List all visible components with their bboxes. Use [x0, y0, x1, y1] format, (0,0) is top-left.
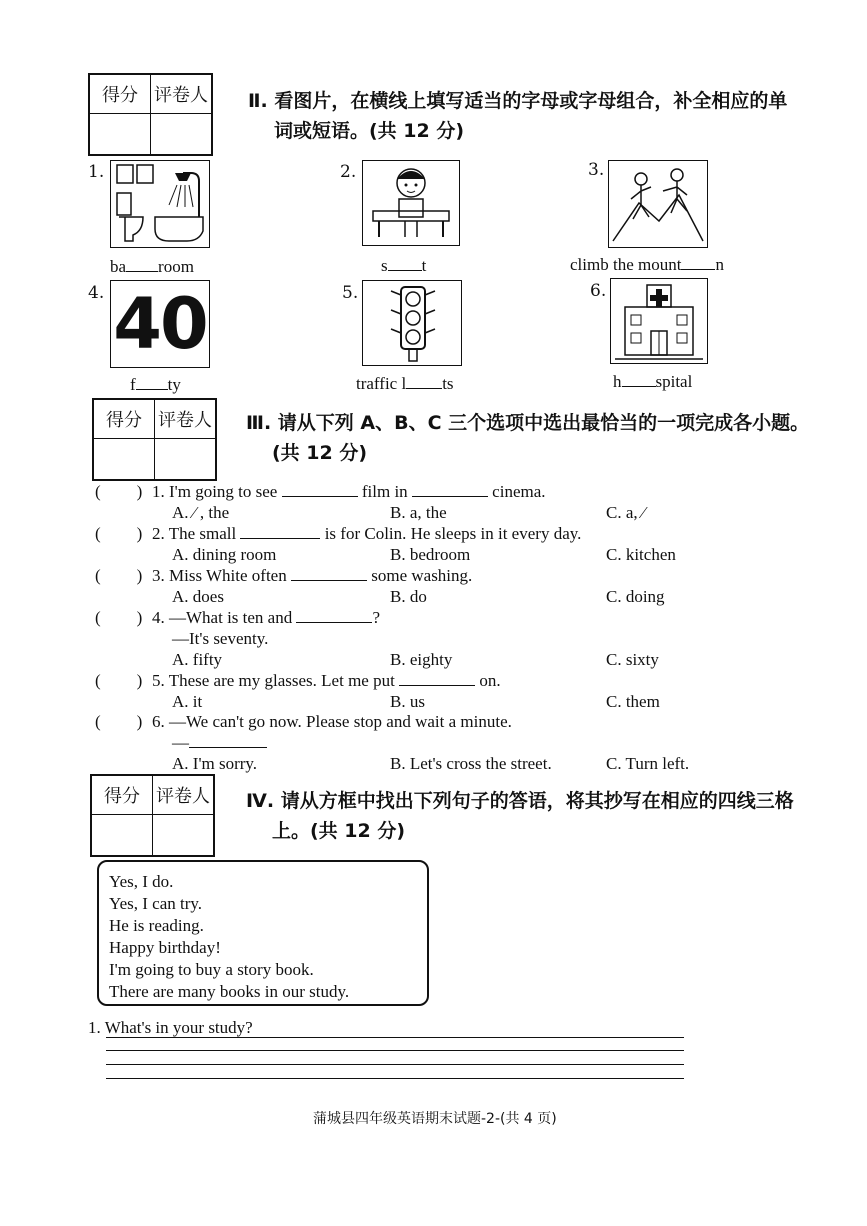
score-box-section2 [88, 73, 213, 156]
grader-label: 评卷人 [155, 399, 217, 439]
question-5-stem: 5. These are my glasses. Let me put on. [152, 671, 501, 690]
forty-picture [110, 280, 210, 368]
section3-title-line1: Ⅲ. 请从下列 A、B、C 三个选项中选出最恰当的一项完成各小题。 [246, 412, 810, 434]
option-b: B. do [390, 587, 427, 606]
fill-blank[interactable] [406, 388, 442, 389]
section4-title [246, 786, 794, 846]
question-4-reply: —It's seventy. [172, 629, 269, 648]
section4-title-line1: Ⅳ. 请从方框中找出下列句子的答语，将其抄写在相应的四线三格 [246, 790, 794, 812]
fill-blank[interactable] [136, 389, 168, 390]
score-cell [91, 815, 153, 857]
score-label: 得分 [91, 775, 153, 815]
fill-blank[interactable] [622, 386, 656, 387]
writing-line [106, 1037, 684, 1038]
answer-paren[interactable]: ( ) [95, 712, 143, 731]
option-b: B. us [390, 692, 425, 711]
item-number: 3. [588, 160, 605, 180]
word-blank-4: f ty [130, 375, 181, 394]
answer-paren[interactable]: ( ) [95, 608, 143, 627]
bathroom-picture [110, 160, 210, 248]
option-a: A. ⁄ , the [172, 503, 230, 522]
answer-choices-box [97, 860, 429, 1006]
question-6-reply: — [172, 733, 267, 753]
choice-line: He is reading. [109, 916, 204, 935]
word-blank-1: ba room [110, 257, 194, 276]
option-c: C. a, ⁄ [606, 503, 645, 522]
writing-line [106, 1064, 684, 1065]
climbers-icon [609, 161, 707, 247]
hospital-picture [610, 278, 708, 364]
choice-line: Yes, I do. [109, 872, 174, 891]
hospital-icon [611, 279, 707, 363]
girl-on-seat-icon [363, 161, 459, 245]
score-box-section3 [92, 398, 217, 481]
score-label: 得分 [89, 74, 151, 114]
grader-cell [151, 114, 213, 156]
word-blank-2: s t [381, 256, 427, 275]
option-a: A. it [172, 692, 203, 711]
seat-picture [362, 160, 460, 246]
option-a: A. fifty [172, 650, 223, 669]
item-number: 2. [340, 162, 357, 182]
option-b: B. a, the [390, 503, 447, 522]
item-number: 5. [342, 283, 359, 303]
traffic-lights-picture [362, 280, 462, 366]
section3-title [246, 408, 809, 468]
option-c: C. Turn left. [606, 754, 690, 773]
question-6-stem: 6. —We can't go now. Please stop and wait a minute. [152, 712, 512, 731]
choice-line: I'm going to buy a story book. [109, 960, 314, 979]
grader-label: 评卷人 [151, 74, 213, 114]
page-footer: 蒲城县四年级英语期末试题-2-(共 4 页) [313, 1111, 557, 1127]
item-number: 1. [88, 162, 105, 182]
option-b: B. bedroom [390, 545, 471, 564]
grader-cell [153, 815, 215, 857]
option-c: C. kitchen [606, 545, 676, 564]
option-a: A. does [172, 587, 224, 606]
question-1-stem: 1. I'm going to see film in cinema. [152, 482, 546, 501]
item-number: 4. [88, 283, 105, 303]
writing-line [106, 1050, 684, 1051]
item-number: 6. [590, 281, 607, 301]
choice-line: Happy birthday! [109, 938, 221, 957]
option-c: C. sixty [606, 650, 659, 669]
choice-line: Yes, I can try. [109, 894, 203, 913]
question-2-stem: 2. The small is for Colin. He sleeps in it every day. [152, 524, 582, 543]
section2-title [248, 86, 787, 146]
answer-paren[interactable]: ( ) [95, 524, 143, 543]
fill-blank[interactable] [388, 270, 422, 271]
traffic-light-icon [363, 281, 461, 365]
fill-blank[interactable] [681, 269, 715, 270]
option-a: A. I'm sorry. [172, 754, 258, 773]
score-box-section4 [90, 774, 215, 857]
word-blank-5: traffic l ts [356, 374, 454, 393]
score-cell [89, 114, 151, 156]
section4-question-1: 1. What's in your study? [88, 1018, 253, 1037]
word-blank-3: climb the mount n [570, 255, 724, 274]
option-c: C. them [606, 692, 660, 711]
answer-paren[interactable]: ( ) [95, 671, 143, 690]
fill-blank[interactable] [126, 271, 158, 272]
option-b: B. Let's cross the street. [390, 754, 552, 773]
forty-number: 40 [113, 283, 207, 365]
answer-paren[interactable]: ( ) [95, 482, 143, 501]
question-3-stem: 3. Miss White often some washing. [152, 566, 473, 585]
section3-title-line2: (共 12 分) [272, 442, 368, 464]
score-cell [93, 439, 155, 481]
answer-paren[interactable]: ( ) [95, 566, 143, 585]
word-blank-6: h spital [613, 372, 693, 391]
option-a: A. dining room [172, 545, 277, 564]
score-label: 得分 [93, 399, 155, 439]
mountain-picture [608, 160, 708, 248]
option-c: C. doing [606, 587, 665, 606]
option-b: B. eighty [390, 650, 453, 669]
choice-line: There are many books in our study. [109, 982, 350, 1001]
section2-title-line2: 词或短语。(共 12 分) [274, 120, 465, 142]
writing-line [106, 1078, 684, 1079]
bathroom-icon [111, 161, 209, 247]
question-4-stem: 4. —What is ten and ? [152, 608, 381, 627]
section4-title-line2: 上。(共 12 分) [272, 820, 406, 842]
grader-label: 评卷人 [153, 775, 215, 815]
grader-cell [155, 439, 217, 481]
section2-title-line1: Ⅱ. 看图片，在横线上填写适当的字母或字母组合，补全相应的单 [248, 90, 788, 112]
